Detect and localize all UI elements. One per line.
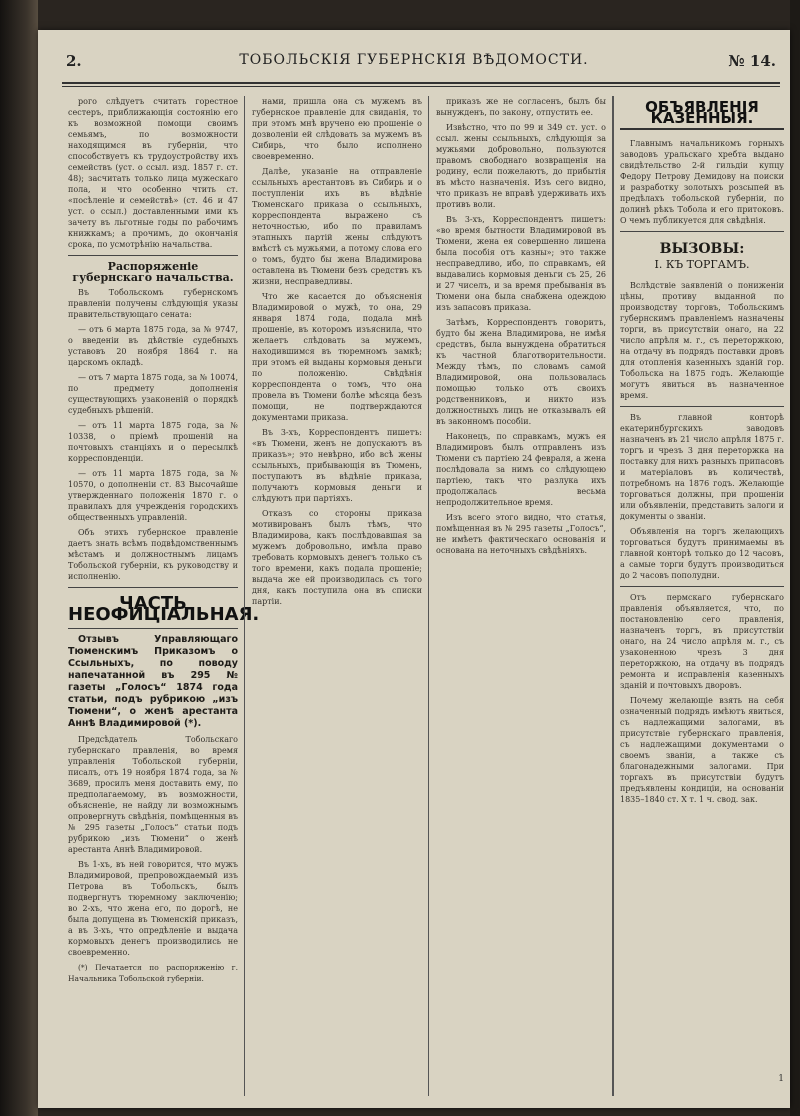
paragraph: Въ главной конторѣ екатеринбургскихъ заводовъ назначенъ въ 21 число апрѣля 1875 г. торгъ и чрезъ 3 дня переторжка на поставку для нихъ разныхъ припасовъ и матеріаловъ въ количествѣ, потребномъ на 1876 годъ. Желающіе торговаться должны, при прошеніи или объявленіи, представить залоги и документы о званіи.: [620, 413, 784, 521]
paragraph: Въ 3-хъ, Корреспондентъ пишетъ: «въ Тюмени, женъ не допускаютъ въ приказъ»; это невѣрно, ибо всѣ жены ссыльныхъ, прибывающія въ Тюмень, поступаютъ въ вѣдѣніе приказа, получаютъ кормовыя деньги и слѣдуютъ при партіяхъ.: [252, 428, 422, 503]
paragraph: Затѣмъ, Корреспондентъ говоритъ, будто бы жена Владимирова, не имѣя средствъ, была вынуждена обратиться къ частной благотворительности. Между тѣмъ, по словамъ самой Владимировой, она пользовалась помощью только отъ своихъ родственниковъ, и никто изъ должностныхъ лицъ не отказывалъ ей въ законномъ пособіи.: [436, 318, 606, 426]
paragraph: нами, пришла она съ мужемъ въ губернское правленіе для свиданія, то при этомъ мнѣ вручено ею прошеніе о дозволеніи ей слѣдовать за мужемъ въ Сибирь, что было исполнено своевременно.: [252, 97, 422, 161]
paragraph: приказъ же не согласенъ, былъ бы вынужденъ, по закону, отпустить ее.: [436, 97, 606, 117]
paragraph: Въ Тобольскомъ губернскомъ правленіи получены слѣдующія указы правительствующаго сената:: [68, 288, 238, 319]
paragraph: — отъ 11 марта 1875 года, за № 10570, о дополненіи ст. 83 Высочайше утвержденнаго положенія 1870 г. о правилахъ для учрежденія городскихъ общественныхъ управленій.: [68, 469, 238, 522]
page-marker: 1: [778, 1074, 784, 1084]
page-header: [38, 30, 790, 100]
paragraph: — отъ 11 марта 1875 года, за № 10338, о пріемѣ прошеній на почтовыхъ станціяхъ и о пересылкѣ корреспонденціи.: [68, 421, 238, 463]
paragraph: Объявленія на торгъ желающихъ торговаться будутъ принимаемы въ главной конторѣ только до 12 часовъ, а самые торги будутъ производиться до 2 часовъ пополудни.: [620, 527, 784, 580]
paragraph: Наконецъ, по справкамъ, мужъ ея Владимировъ былъ отправленъ изъ Тюмени съ партіею 24 февраля, а жена послѣдовала за нимъ со слѣдующею партіею, такъ что разлука ихъ продолжалась весьма непродолжительное время.: [436, 432, 606, 507]
paragraph: Объ этихъ губернское правленіе даетъ знать всѣмъ подвѣдомственнымъ мѣстамъ и должностнымъ лицамъ Тобольской губерніи, къ руководству и исполненію.: [68, 528, 238, 581]
binding-shadow: [0, 0, 38, 1116]
paragraph: Отъ пермскаго губернскаго правленія объявляется, что, по постановленію сего правленія, назначенъ торгъ, въ присутствіи онаго, на 24 число апрѣля м. г., съ узаконенною чрезъ 3 дня переторжкою, на отдачу въ подрядъ ремонта и исправленія казенныхъ зданій и почтовыхъ дворовъ.: [620, 593, 784, 690]
paragraph: Вслѣдствіе заявленій о пониженіи цѣны, противу выданной по производству торговъ, Тобольскимъ губернскимъ правленіемъ назначены торги, въ присутствіи онаго, на 22 число апрѣля м. г., съ переторжкою, на отдачу въ подрядъ поставки дровъ для отопленія казенныхъ зданій гор. Тобольска на 1875 годъ. Желающіе могутъ явиться въ назначенное время.: [620, 281, 784, 400]
paragraph: Что же касается до объясненія Владимировой о мужѣ, то она, 29 января 1874 года, подала мнѣ прошеніе, въ которомъ изъяснила, что желаетъ слѣдовать за мужемъ, находившимся въ тюремномъ замкѣ; при этомъ ей выданы кормовыя деньги по положенію. Свѣдѣнія корреспондента о томъ, что она провела въ Тюмени болѣе мѣсяца безъ помощи, не подтверждаются документами приказа.: [252, 292, 422, 422]
paragraph: — отъ 6 марта 1875 года, за № 9747, о введеніи въ дѣйствіе судебныхъ уставовъ 20 ноября 1864 г. на царскомъ окладѣ.: [68, 325, 238, 367]
page-number: 2.: [66, 52, 82, 70]
scan-edge: [790, 0, 800, 1116]
header-rule-thin: [62, 86, 780, 87]
paragraph: Въ 3-хъ, Корреспондентъ пишетъ: «во время бытности Владимировой въ Тюмени, жена ея совершенно лишена была пособія отъ казны»; это также несправедливо, ибо, по справкамъ, ей выдавались кормовыя деньги съ 25, 26 и 27 чиселъ, и за время пребыванія въ Тюмени она была снабжена одеждою изъ запасовъ приказа.: [436, 215, 606, 312]
issue-number: № 14.: [728, 52, 776, 70]
column-divider: [428, 96, 429, 1096]
unofficial-part-heading: ЧАСТЬ НЕОФИЦІАЛЬНАЯ.: [68, 593, 260, 625]
column-4-ads: [620, 96, 784, 1102]
paragraph: Изъ всего этого видно, что статья, помѣщенная въ № 295 газеты „Голосъ“, не имѣетъ фактическаго основанія и основана на неточныхъ свѣдѣніяхъ.: [436, 513, 606, 555]
divider: [68, 587, 238, 588]
section-heading-official: Распоряженіе губернскаго начальства.: [72, 260, 234, 284]
paragraph: Почему желающіе взять на себя означенный подрядъ имѣютъ явиться, съ надлежащими залогами, въ присутствіе губернскаго правленія, съ надлежащими документами о своемъ званіи, а также съ благонадежными залогами. При торгахъ въ присутствіи будутъ предъявлены кондиціи, на основаніи 1835–1840 ст. Х т. 1 ч. свод. зак.: [620, 696, 784, 804]
column-divider: [612, 96, 614, 1096]
summons-heading: ВЫЗОВЫ:: [659, 241, 745, 257]
paragraph: рого слѣдуетъ считать горестное сестеръ, приближающія состоянію его къ возможной помощи своимъ семьямъ, по возможности находящимся въ губерніи, что способствуетъ къ трудоустройству ихъ семействъ (уст. о ссыл. изд. 1857 г. ст. 48); засчитать только лица мужескаго пола, и что особенно чтить ст. «посѣленіе и семействѣ» (ст. 46 и 47 уст. о ссыл.) доставленными ими къ зачету въ льготные годы по рабочимъ книжкамъ; а прочимъ, до окончанія срока, по усмотрѣнію начальства.: [68, 97, 238, 249]
divider: [68, 255, 238, 256]
paragraph: Въ 1-хъ, въ ней говорится, что мужъ Владимировой, препровождаемый изъ Петрова въ Тобольскъ, былъ подвергнутъ тюремному заключенію; во 2-хъ, что жена его, по дорогѣ, не была допущена въ Тюменскій приказъ, а въ 3-хъ, что опредѣленіе и выдача кормовыхъ денегъ производились не своевременно.: [68, 860, 238, 957]
footnote: (*) Печатается по распоряженію г. Начальника Тобольской губерніи.: [68, 963, 238, 983]
auctions-subheading: I. КЪ ТОРГАМЪ.: [654, 258, 750, 271]
column-3: [436, 96, 606, 1102]
column-1: [68, 96, 260, 1102]
paragraph: Извѣстно, что по 99 и 349 ст. уст. о ссыл. жены ссыльныхъ, слѣдующія за мужьями добровольно, пользуются правомъ свободнаго возвращенія на родину, если пожелаютъ, до прибытія въ мѣсто назначенія. Изъ сего видно, что приказъ не вправѣ удерживать ихъ противъ воли.: [436, 123, 606, 209]
state-announcements-heading: ОБЪЯВЛЕНІЯ КАЗЕННЫЯ.: [620, 102, 784, 130]
article-lead: Отзывъ Управляющаго Тюменскимъ Приказомъ о Ссыльныхъ, по поводу напечатанной въ 295 № газеты „Голосъ“ 1874 года статьи, подъ рубрикою „изъ Тюмени“, о женѣ арестанта Аннѣ Владимировой (*).: [68, 634, 238, 729]
divider: [620, 586, 784, 587]
divider: [68, 628, 238, 629]
column-divider: [244, 96, 245, 1096]
column-2: [252, 96, 422, 1102]
newspaper-page: [38, 30, 790, 1108]
header-rule: [62, 82, 780, 84]
paragraph: Главнымъ начальникомъ горныхъ заводовъ уральскаго хребта выдано свидѣтельство 2-й гильдіи купцу Федору Петрову Демидову на поиски и разработку золотыхъ розсыпей въ предѣлахъ тобольской губерніи, по долинѣ рѣкъ Тобола и его притоковъ. О чемъ публикуется для свѣдѣнія.: [620, 139, 784, 225]
paragraph: Далѣе, указаніе на отправленіе ссыльныхъ арестантовъ въ Сибирь и о поступленіи ихъ въ вѣдѣніе Тюменскаго приказа о ссыльныхъ, корреспондента выражено съ неточностью, ибо по правиламъ этапныхъ партій жены слѣдуютъ вмѣстѣ съ мужьями, а потому слова его о томъ, будто бы жена Владимирова оставлена въ Тюмени безъ средствъ къ жизни, несправедливы.: [252, 167, 422, 286]
paragraph: — отъ 7 марта 1875 года, за № 10074, по предмету дополненія существующихъ узаконеній о порядкѣ судебныхъ рѣшеній.: [68, 373, 238, 415]
newspaper-title: ТОБОЛЬСКІЯ ГУБЕРНСКІЯ ВѢДОМОСТИ.: [239, 52, 589, 68]
divider: [620, 406, 784, 407]
paragraph: Отказъ со стороны приказа мотивированъ былъ тѣмъ, что Владимирова, какъ послѣдовавшая за мужемъ добровольно, имѣла право требовать кормовыхъ денегъ только съ того времени, какъ подала прошеніе; выдача же ей производилась съ того дня, какъ поступила она въ списки партіи.: [252, 509, 422, 606]
divider: [620, 231, 784, 232]
paragraph: Предсѣдатель Тобольскаго губернскаго правленія, во время управленія Тобольской губерніи, писалъ, отъ 19 ноября 1874 года, за № 3689, просилъ меня доставить ему, по предполагаемому, въ возможности, объясненіе, не найду ли возможнымъ опровергнуть свѣдѣнія, помѣщенныя въ № 295 газеты „Голосъ“ статьи подъ рубрикою „изъ Тюмени“ о женѣ арестанта Аннѣ Владимировой.: [68, 735, 238, 854]
